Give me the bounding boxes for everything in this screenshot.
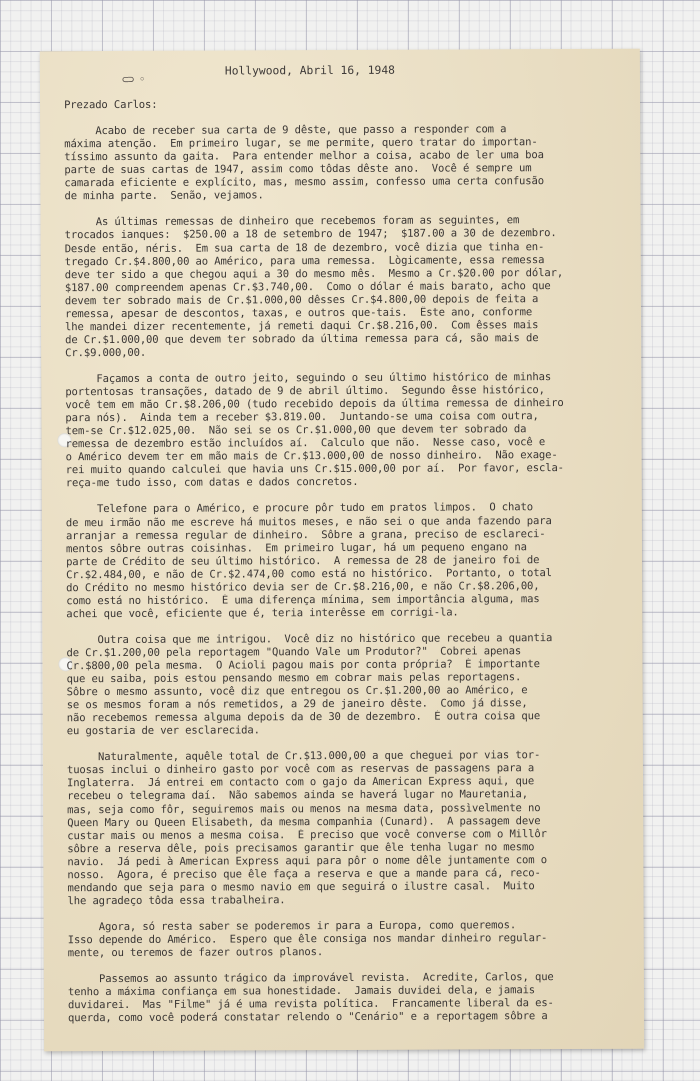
letter-body xyxy=(64,97,630,1026)
letter-line: não recebemos remessa alguma depois da de 30 de dezembro. É outra coisa que xyxy=(66,710,541,725)
letter-line: navio. Já pedi à American Express aqui para pôr o nome dêle juntamente com o xyxy=(67,853,547,868)
letter-line: reça-me tudo isso, com datas e dados concretos. xyxy=(65,476,359,490)
letter-line: deve ter sido a que chegou aqui a 30 do mesmo mês. Mesmo a Cr.$20.00 por dólar, xyxy=(64,266,564,281)
letter-line: trocados ianques: $250.00 a 18 de setembro de 1947; $187.00 a 30 de dezembro. xyxy=(64,227,557,242)
letter-line: Acabo de receber sua carta de 9 dêste, que passo a responder com a xyxy=(64,123,507,138)
letter-line: máxima atenção. Em primeiro lugar, se me permite, quero tratar do importan- xyxy=(64,136,538,151)
letter-line: tíssimo assunto da gaita. Para entender melhor a coisa, acabo de ler uma boa xyxy=(64,149,544,164)
letter-line: mentos sôbre outras coisinhas. Em primeiro lugar, há um pequeno engano na xyxy=(65,540,527,555)
letter-line: Desde então, néris. Em sua carta de 18 de dezembro, você dizia que tinha en- xyxy=(64,240,545,255)
letter-line: Prezado Carlos: xyxy=(64,98,158,112)
letter-sheet xyxy=(40,49,644,1052)
letter-line: rei muito quando calculei que havia uns Cr.$15.000,00 por aí. Por favor, escla- xyxy=(65,462,564,477)
letter-line: mente, ou teremos de fazer outros planos. xyxy=(67,946,324,960)
letter-line: como está no histórico. É uma diferença mínima, sem importância alguma, mas xyxy=(66,592,540,607)
letter-line: duvidarei. Mas "Filme" já é uma revista política. Francamente liberal da es- xyxy=(67,997,554,1012)
letter-line: você tem em mão Cr.$8.206,00 (tudo recebido depois da última remessa de dinheiro xyxy=(65,397,564,412)
letter-line: remessa, apesar de descontos, taxas, e outros que-tais. Êste ano, conforme xyxy=(64,305,533,320)
letter-line: lhe agradeço tôda essa trabalheira. xyxy=(67,894,286,908)
letter-line: $187.00 compreendem apenas Cr.$3.740,00. Como o dólar é mais barato, acho que xyxy=(64,279,551,294)
letter-line: Façamos a conta de outro jeito, seguindo o seu último histórico de minhas xyxy=(65,371,552,386)
letter-line: de minha parte. Senão, vejamos. xyxy=(64,189,264,203)
letter-line: As últimas remessas de dinheiro que recebemos foram as seguintes, em xyxy=(64,214,520,229)
letter-line: Cr.$800,00 pela mesma. O Acioli pagou mais por conta própria? É importante xyxy=(66,658,540,673)
handwritten-mark: ⊂⊃ ◦ xyxy=(121,72,145,86)
letter-line: querda, como você poderá constatar relendo o "Cenário" e a reportagem sôbre a xyxy=(68,1010,548,1025)
letter-line: Naturalmente, aquêle total de Cr.$13.000,00 a que cheguei por vias tor- xyxy=(66,749,541,764)
letter-line: Isso depende do Américo. Espero que êle consiga nos mandar dinheiro regular- xyxy=(67,932,548,947)
letter-line: Cr.$2.484,00, e não de Cr.$2.474,00 como está no histórico. Portanto, o total xyxy=(66,566,552,581)
letter-line: sôbre a reserva dêle, pois precisamos garantir que êle tenha lugar no mesmo xyxy=(67,840,535,855)
letter-line: tenho a máxima confiança em sua honestidade. Jamais duvidei dela, e jamais xyxy=(67,984,536,999)
letter-line: Inglaterra. Já entrei em contacto com o gajo da American Express aqui, que xyxy=(66,775,535,790)
letter-line: Outra coisa que me intrigou. Você diz no histórico que recebeu a quantia xyxy=(66,632,553,647)
letter-line: eu gostaria de ver esclarecida. xyxy=(66,724,260,738)
letter-line: devem ter sobrado mais de Cr.$1.000,00 dêsses Cr.$4.800,00 depois de feita a xyxy=(64,292,539,307)
letter-line: o Américo devem ter em mão mais de Cr.$13.000,00 de nosso dinheiro. Não exage- xyxy=(65,449,558,464)
letter-line: Cr.$9.000,00. xyxy=(65,346,147,360)
letter-line: custar mais ou menos a mesma coisa. É preciso que você converse com o Millôr xyxy=(67,827,547,842)
letter-line: remessa de dezembro estão incluídos aí. Calculo que não. Nesse caso, você e xyxy=(65,436,546,451)
letter-line: nosso. Agora, é preciso que êle faça a reserva e que a mande para cá, reco- xyxy=(67,866,541,881)
letter-line: de Cr.$1.000,00 que devem ter sobrado da última remessa para cá, são mais de xyxy=(65,331,539,347)
letter-line: que eu saiba, pois estou pensando mesmo em cobrar mais pelas reportagens. xyxy=(66,671,522,686)
letter-line: de meu irmão não me escreve há muitos meses, e não sei o que anda fazendo para xyxy=(65,514,552,529)
letter-line: tuosas inclui o dinheiro gasto por você com as reservas de passagens para a xyxy=(66,762,535,777)
letter-line: arranjar a remessa regular de dinheiro. Sôbre a grana, preciso de esclareci- xyxy=(65,527,546,542)
letter-line: camarada eficiente e explícito, mas, mesmo assim, confesso uma certa confusão xyxy=(64,175,544,190)
letter-line: portentosas transações, datado de 9 de abril último. Segundo êsse histórico, xyxy=(65,384,545,399)
letter-line: parte de Crédito de seu último histórico. A remessa de 28 de janeiro foi de xyxy=(66,553,540,568)
letter-line: recebeu o telegrama daí. Não sabemos ainda se haverá lugar no Mauretania, xyxy=(67,788,528,803)
letter-line: tregado Cr.$4.800,00 ao Américo, para uma remessa. Lògicamente, essa remessa xyxy=(64,253,545,268)
letter-line: Passemos ao assunto trágico da improvável revista. Acredite, Carlos, que xyxy=(67,971,554,986)
letter-line: mas, seja como fôr, seguiremos mais ou menos na mesma data, possìvelmente no xyxy=(67,801,541,816)
letter-line: para nós). Ainda tem a receber $3.819.00. Juntando-se uma coisa com outra, xyxy=(65,410,539,425)
letter-line: Sôbre o mesmo assunto, você diz que entregou os Cr.$1.200,00 ao Américo, e xyxy=(66,684,528,699)
letter-line: lhe mandei dizer recentemente, já remeti daqui Cr.$8.216,00. Com êsses mais xyxy=(64,318,539,334)
letter-line: mendando que seja para o mesmo navio em que seguirá o ilustre casal. Muito xyxy=(67,879,535,895)
letter-line: se os mesmos foram a nós remetidos, a 29 de janeiro dêste. Como já disse, xyxy=(66,697,528,712)
letter-line: parte de suas cartas de 1947, assim como tôdas dêste ano. Você é sempre um xyxy=(64,162,532,177)
letter-line: Agora, só resta saber se poderemos ir para a Europa, como queremos. xyxy=(67,919,517,934)
letter-date: Hollywood, Abril 16, 1948 xyxy=(224,63,395,78)
letter-line: de Cr.$1.200,00 pela reportagem "Quando Vale um Produtor?" Cobrei apenas xyxy=(66,645,522,660)
letter-line: achei que você, eficiente que é, teria interêsse em corrigi-la. xyxy=(66,606,459,621)
letter-line: do Crédito no mesmo histórico devia ser de Cr.$8.216,00, e não Cr.$8.206,00, xyxy=(66,579,540,594)
letter-line: tem-se Cr.$12.025,00. Não sei se os Cr.$1.000,00 que devem ter sobrado da xyxy=(65,423,527,438)
letter-line: Telefone para o Américo, e procure pôr tudo em pratos limpos. O chato xyxy=(65,501,533,516)
letter-line: Queen Mary ou Queen Elisabeth, da mesma companhia (Cunard). A passagem deve xyxy=(67,814,541,829)
